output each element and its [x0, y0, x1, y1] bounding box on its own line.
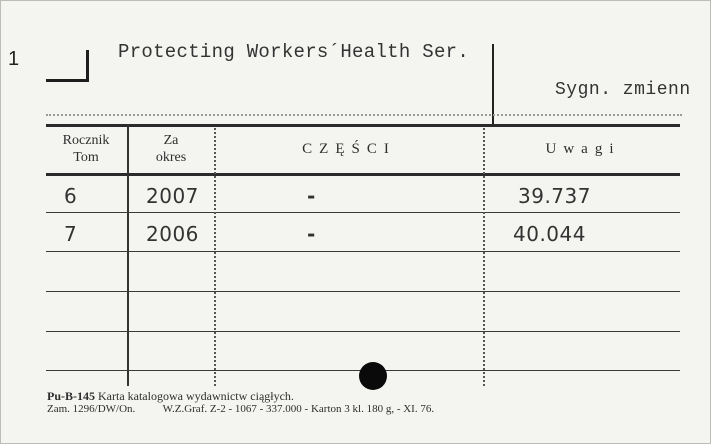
table-row-2-uwagi: 40.044 [513, 222, 586, 246]
table-top-rule [46, 124, 680, 127]
footer-form-title: Karta katalogowa wydawnictw ciągłych. [98, 389, 294, 403]
table-row-2-rocznik: 7 [64, 222, 78, 246]
header-tom: Tom [73, 150, 99, 165]
card-title: Protecting Workers´Health Ser. [118, 41, 470, 63]
header-uwagi: Uwagi [545, 141, 621, 157]
table-row-2-czesci: - [307, 222, 316, 246]
row-rule [46, 331, 680, 332]
corner-mark-horizontal [46, 79, 89, 82]
table-row-1-rocznik: 6 [64, 184, 78, 208]
footer-line-1 [47, 389, 294, 404]
title-divider [492, 44, 494, 124]
footer-line-2 [47, 403, 434, 415]
dotted-separator [46, 114, 682, 116]
header-bottom-rule [46, 173, 680, 176]
row-rule [46, 251, 680, 252]
header-czesci: CZĘŚCI [302, 141, 396, 157]
punch-hole [359, 362, 387, 390]
column-rule-dotted [483, 128, 485, 386]
table-row-2-okres: 2006 [146, 222, 199, 246]
row-rule [46, 291, 680, 292]
table-row-1-uwagi: 39.737 [518, 184, 591, 208]
header-okres: okres [155, 150, 187, 165]
footer-order-number: Zam. 1296/DW/On. [47, 403, 136, 415]
table-row-1-czesci: - [307, 184, 316, 208]
table-row-1-okres: 2007 [146, 184, 199, 208]
row-rule [46, 212, 680, 213]
header-za-okres [129, 132, 213, 166]
header-za: Za [163, 133, 179, 148]
footer-form-code: Pu-B-145 [47, 389, 95, 403]
header-rocznik: Rocznik [62, 133, 110, 148]
column-rule-dotted [214, 128, 216, 386]
card-number: 1 [8, 48, 20, 70]
header-rocznik-tom [46, 132, 126, 166]
footer-print-info: W.Z.Graf. Z-2 - 1067 - 337.000 - Karton 3 kl. 180 g, - XI. 76. [162, 403, 435, 415]
corner-mark-vertical [86, 50, 89, 82]
signature-label: Sygn. zmienn [555, 80, 691, 100]
